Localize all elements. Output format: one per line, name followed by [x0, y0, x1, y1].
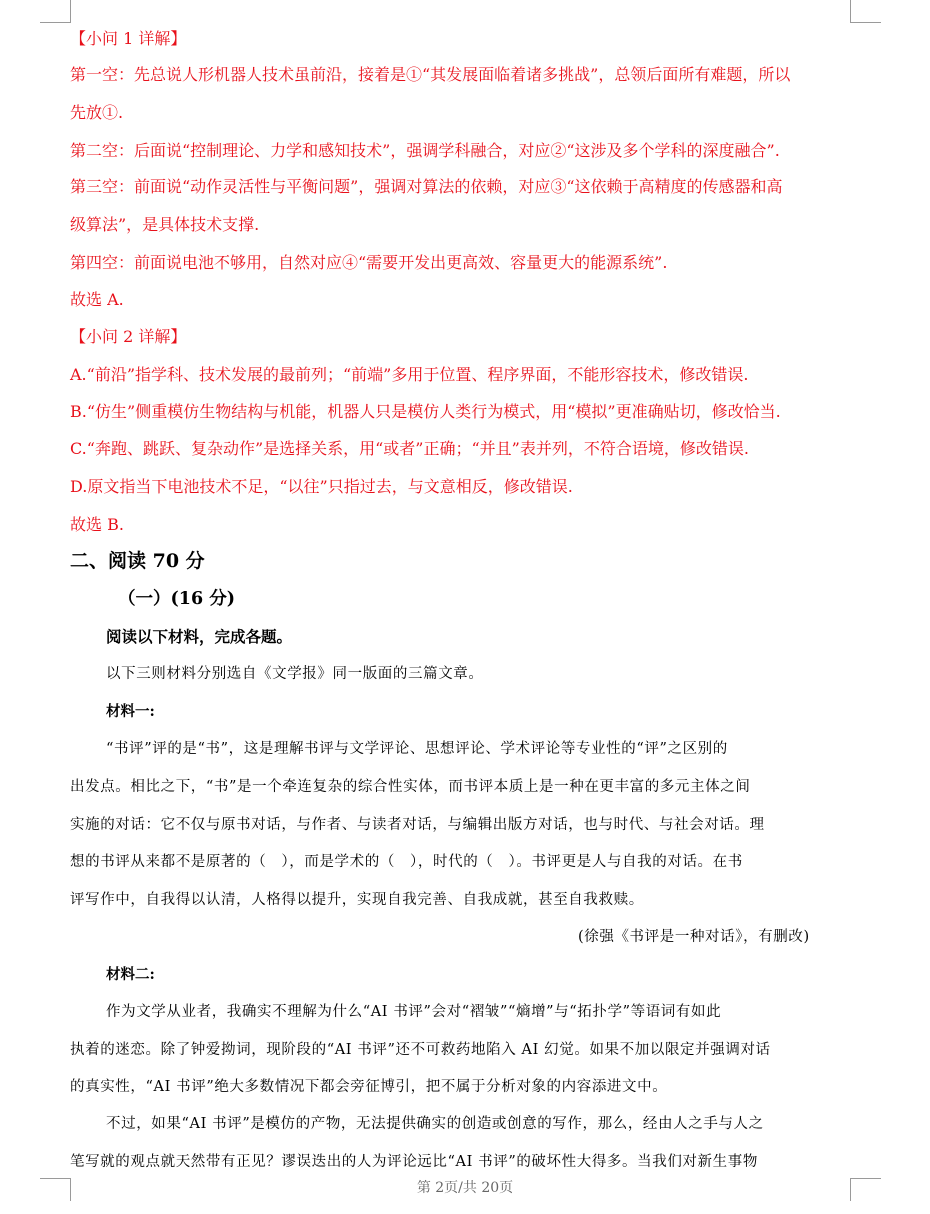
crop-mark-top-left [40, 0, 71, 23]
instruction: 阅读以下材料，完成各题。 [106, 627, 293, 646]
q2-line-3: C.“奔跑、跳跃、复杂动作”是选择关系，用“或者”正确；“并且”表并列，不符合语境，修改错误. [70, 439, 749, 458]
material-1-source: (徐强《书评是一种对话》，有删改) [578, 929, 810, 945]
crop-mark-top-right [850, 0, 881, 23]
material-2-line-2: 执着的迷恋。除了钟爱拗词，现阶段的“AI 书评”还不可救药地陷入 AI 幻觉。如果不加以限定并强调对话 [70, 1042, 771, 1058]
page-number: 第 2页/共 20页 [416, 1180, 514, 1196]
q1-answer: 故选 A. [70, 290, 124, 309]
q1-line-4: 第三空：前面说“动作灵活性与平衡问题”，强调对算法的依赖，对应③“这依赖于高精度的传感器和高 [70, 177, 783, 196]
material-2-line-4: 不过，如果“AI 书评”是模仿的产物，无法提供确实的创造或创意的写作，那么，经由人之手与人之 [106, 1116, 764, 1132]
material-2-line-1: 作为文学从业者，我确实不理解为什么“AI 书评”会对“褶皱”“熵增”与“拓扑学”等语词有如此 [106, 1004, 722, 1020]
material-1-line-2: 出发点。相比之下，“书”是一个牵连复杂的综合性实体，而书评本质上是一种在更丰富的多元主体之间 [70, 779, 751, 795]
material-2-line-5: 笔写就的观点就天然带有正见？谬误迭出的人为评论远比“AI 书评”的破坏性大得多。当我们对新生事物 [70, 1154, 758, 1170]
q2-answer: 故选 B. [70, 515, 124, 534]
material-1-line-1: “书评”评的是“书”，这是理解书评与文学评论、思想评论、学术评论等专业性的“评”之区别的 [106, 741, 728, 757]
q2-line-2: B.“仿生”侧重模仿生物结构与机能，机器人只是模仿人类行为模式，用“模拟”更准确贴切，修改恰当. [70, 402, 781, 421]
material-1-label: 材料一: [106, 703, 155, 720]
q2-header: 【小问 2 详解】 [70, 327, 187, 346]
material-1-line-4: 想的书评从来都不是原著的（ ），而是学术的（ ），时代的（ ）。书评更是人与自我的对话。在书 [70, 854, 743, 870]
intro-text: 以下三则材料分别选自《文学报》同一版面的三篇文章。 [106, 666, 484, 682]
section-title: 二、阅读 70 分 [70, 550, 205, 572]
q2-line-1: A.“前沿”指学科、技术发展的最前列；“前端”多用于位置、程序界面，不能形容技术，修改错误. [70, 365, 749, 384]
q2-line-4: D.原文指当下电池技术不足，“以往”只指过去，与文意相反，修改错误. [70, 477, 573, 496]
material-1-line-5: 评写作中，自我得以认清，人格得以提升，实现自我完善、自我成就，甚至自我救赎。 [70, 892, 644, 908]
q1-line-3: 第二空：后面说“控制理论、力学和感知技术”，强调学科融合，对应②“这涉及多个学科的深度融合”. [70, 141, 780, 160]
q1-line-1: 第一空：先总说人形机器人技术虽前沿，接着是①“其发展面临着诸多挑战”，总领后面所有难题，所以 [70, 65, 791, 84]
material-2-line-3: 的真实性，“AI 书评”绝大多数情况下都会旁征博引，把不属于分析对象的内容添进文中。 [70, 1079, 668, 1095]
q1-line-5: 级算法”，是具体技术支撑. [70, 215, 260, 234]
sub-title: （一）(16 分) [118, 589, 236, 609]
q1-header: 【小问 1 详解】 [70, 29, 187, 48]
material-1-line-3: 实施的对话：它不仅与原书对话，与作者、与读者对话，与编辑出版方对话，也与时代、与社会对话。理 [70, 817, 765, 833]
q1-line-2: 先放①. [70, 103, 124, 122]
q1-line-6: 第四空：前面说电池不够用，自然对应④“需要开发出更高效、容量更大的能源系统”. [70, 253, 668, 272]
material-2-label: 材料二: [106, 966, 155, 983]
